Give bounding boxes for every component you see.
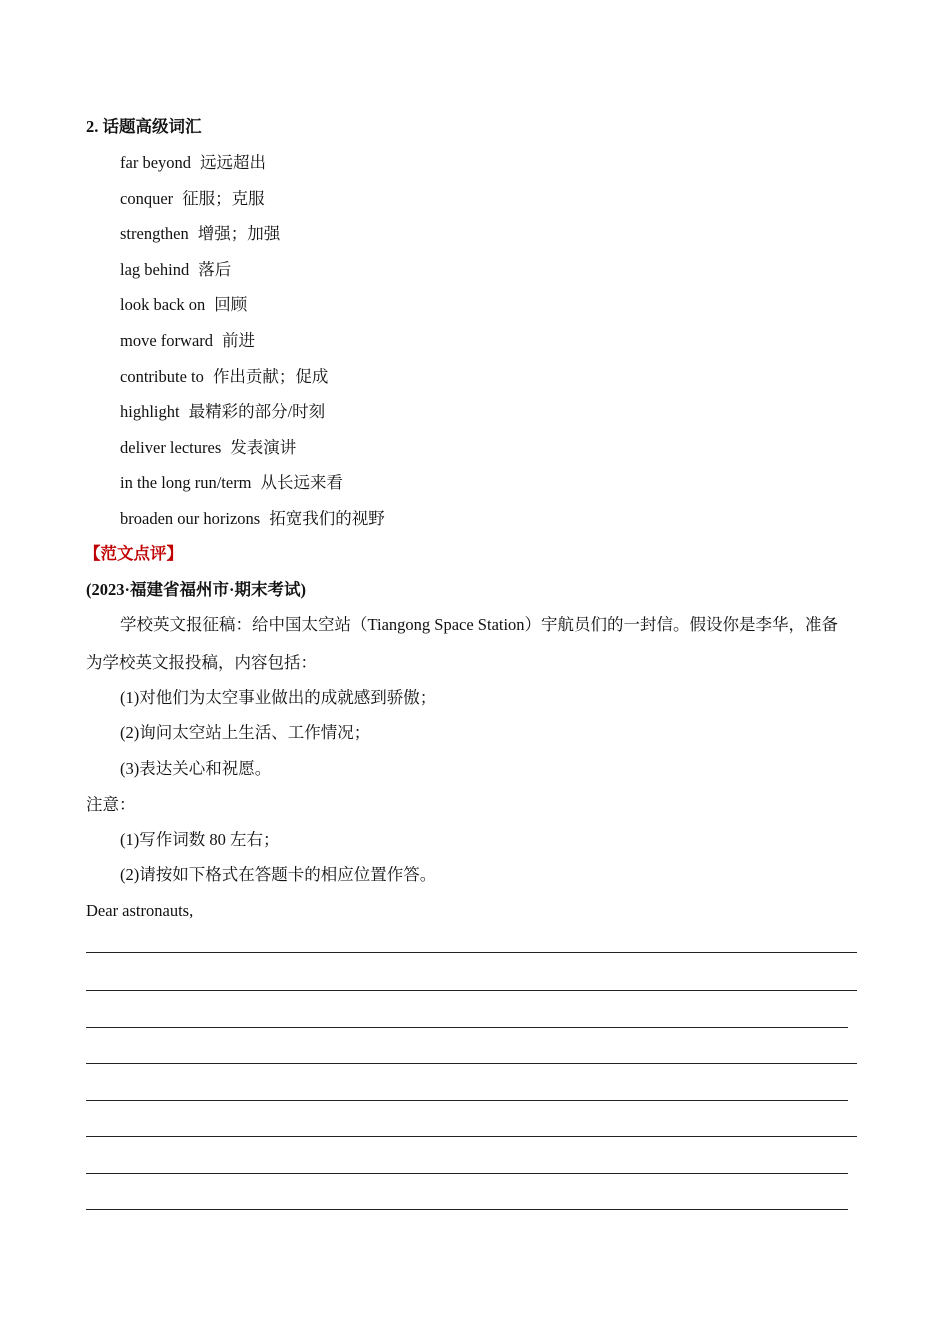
vocab-term: far beyond <box>120 153 192 172</box>
vocab-item <box>120 473 343 493</box>
note-item: (2)请按如下格式在答题卡的相应位置作答。 <box>120 865 437 884</box>
letter-greeting: Dear astronauts, <box>86 901 194 920</box>
vocab-meaning: 回顾 <box>214 295 248 314</box>
vocab-term: highlight <box>120 402 180 421</box>
vocab-item <box>120 260 231 280</box>
answer-line <box>86 952 857 953</box>
answer-line <box>86 1063 857 1064</box>
exam-source: (2023·福建省福州市·期末考试) <box>86 580 306 599</box>
vocab-term: conquer <box>120 189 174 208</box>
vocab-meaning: 前进 <box>222 331 256 350</box>
vocab-meaning: 增强；加强 <box>197 224 281 243</box>
requirement-item: (3)表达关心和祝愿。 <box>120 759 272 778</box>
vocab-item <box>120 224 280 244</box>
vocab-meaning: 最精彩的部分/时刻 <box>188 402 326 421</box>
notes-label: 注意： <box>86 795 136 814</box>
vocab-term: lag behind <box>120 260 190 279</box>
vocab-item <box>120 331 255 351</box>
vocab-meaning: 发表演讲 <box>230 438 297 457</box>
requirement-item: (2)询问太空站上生活、工作情况； <box>120 723 371 742</box>
answer-line <box>86 1209 848 1210</box>
vocab-item <box>120 189 265 209</box>
vocab-item <box>120 509 385 529</box>
answer-line <box>86 1173 848 1174</box>
vocab-term: strengthen <box>120 224 189 243</box>
vocab-term: contribute to <box>120 367 204 386</box>
review-heading: 【范文点评】 <box>84 544 183 563</box>
prompt-line-2: 为学校英文报投稿，内容包括： <box>86 653 317 672</box>
answer-line <box>86 990 857 991</box>
vocab-term: deliver lectures <box>120 438 222 457</box>
vocab-item <box>120 153 266 173</box>
vocab-item <box>120 438 296 458</box>
prompt-line-1: 学校英文报征稿：给中国太空站（Tiangong Space Station）宇航员们的一封信。假设你是李华，准备 <box>120 615 839 634</box>
answer-line <box>86 1136 857 1137</box>
note-item: (1)写作词数 80 左右； <box>120 830 280 849</box>
vocab-item <box>120 295 247 315</box>
answer-line <box>86 1027 848 1028</box>
vocab-meaning: 征服；克服 <box>182 189 265 208</box>
vocab-term: in the long run/term <box>120 473 252 492</box>
vocab-term: broaden our horizons <box>120 509 261 528</box>
vocab-meaning: 落后 <box>198 260 232 279</box>
answer-line <box>86 1100 848 1101</box>
vocab-meaning: 拓宽我们的视野 <box>269 509 385 528</box>
requirement-item: (1)对他们为太空事业做出的成就感到骄傲； <box>120 688 437 707</box>
vocab-term: move forward <box>120 331 214 350</box>
vocab-item <box>120 402 325 422</box>
vocab-meaning: 从长远来看 <box>260 473 344 492</box>
vocab-item <box>120 367 328 387</box>
vocab-term: look back on <box>120 295 206 314</box>
section-heading: 2. 话题高级词汇 <box>86 117 202 136</box>
vocab-meaning: 作出贡献；促成 <box>212 367 329 386</box>
vocab-meaning: 远远超出 <box>200 153 267 172</box>
